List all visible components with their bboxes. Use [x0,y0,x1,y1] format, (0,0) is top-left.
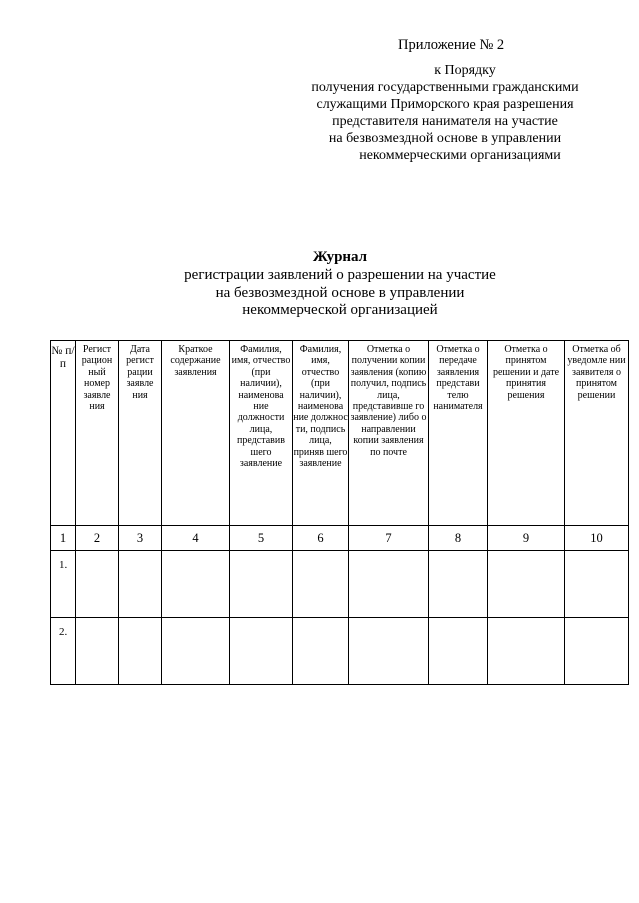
column-header: Регист рацион ный номер заявле ния [76,341,119,526]
column-number: 10 [565,526,629,551]
journal-subtitle-line: регистрации заявлений о разрешении на участие [184,267,496,283]
table-cell [293,618,349,685]
row-number: 1. [51,551,76,618]
appendix-line: к Порядку [434,63,496,78]
column-header: Фамилия, имя, отчество (при наличии), наименова ние должнос ти, подпись лица, приняв шего заявление [293,341,349,526]
appendix-line: некоммерческими организациями [359,148,561,163]
table-cell [230,551,293,618]
column-number: 3 [119,526,162,551]
appendix-line: служащими Приморского края разрешения [316,97,574,112]
table-cell [429,551,488,618]
table-cell [76,551,119,618]
journal-heading [150,248,530,320]
column-number: 4 [162,526,230,551]
table-cell [119,618,162,685]
column-number: 8 [429,526,488,551]
column-header: Дата регист рации заявле ния [119,341,162,526]
table-cell [349,551,429,618]
table-cell [230,618,293,685]
table-cell [349,618,429,685]
table-cell [488,551,565,618]
journal-subtitle-line: некоммерческой организацией [242,302,438,318]
column-number: 1 [51,526,76,551]
table-header-row [51,341,629,526]
table-row [51,618,629,685]
column-header: Отметка о принятом решении и дате принятия решения [488,341,565,526]
column-number-row [51,526,629,551]
journal-subtitle-line: на безвозмездной основе в управлении [215,284,465,301]
table-cell [488,618,565,685]
column-number: 5 [230,526,293,551]
appendix-line: получения государственными гражданскими [311,80,579,95]
table-cell [119,551,162,618]
appendix-line: представителя нанимателя на участие [332,114,558,129]
table-cell [76,618,119,685]
table-row [51,551,629,618]
column-number: 6 [293,526,349,551]
journal-title: Журнал [312,249,368,265]
column-header: Отметка о получении копии заявления (копию получил, подпись лица, представивше го заявление) либо о направлении копии заявления по почте [349,341,429,526]
column-header: Фамилия, имя, отчество (при наличии), наименова ние должности лица, представив шего заявление [230,341,293,526]
column-header: Отметка о передаче заявления представи телю нанимателя [429,341,488,526]
registration-table [50,340,629,685]
table-cell [565,551,629,618]
column-number: 7 [349,526,429,551]
appendix-line: на безвозмездной основе в управлении [328,131,562,146]
appendix-title: Приложение № 2 [398,37,505,53]
table-cell [293,551,349,618]
appendix-block [280,36,610,164]
column-header: Отметка об уведомле нии заявителя о принятом решении [565,341,629,526]
column-number: 9 [488,526,565,551]
column-header: № п/п [51,341,76,526]
row-number: 2. [51,618,76,685]
table-cell [429,618,488,685]
column-header: Краткое содержание заявления [162,341,230,526]
table-cell [162,618,230,685]
table-cell [565,618,629,685]
column-number: 2 [76,526,119,551]
table-cell [162,551,230,618]
